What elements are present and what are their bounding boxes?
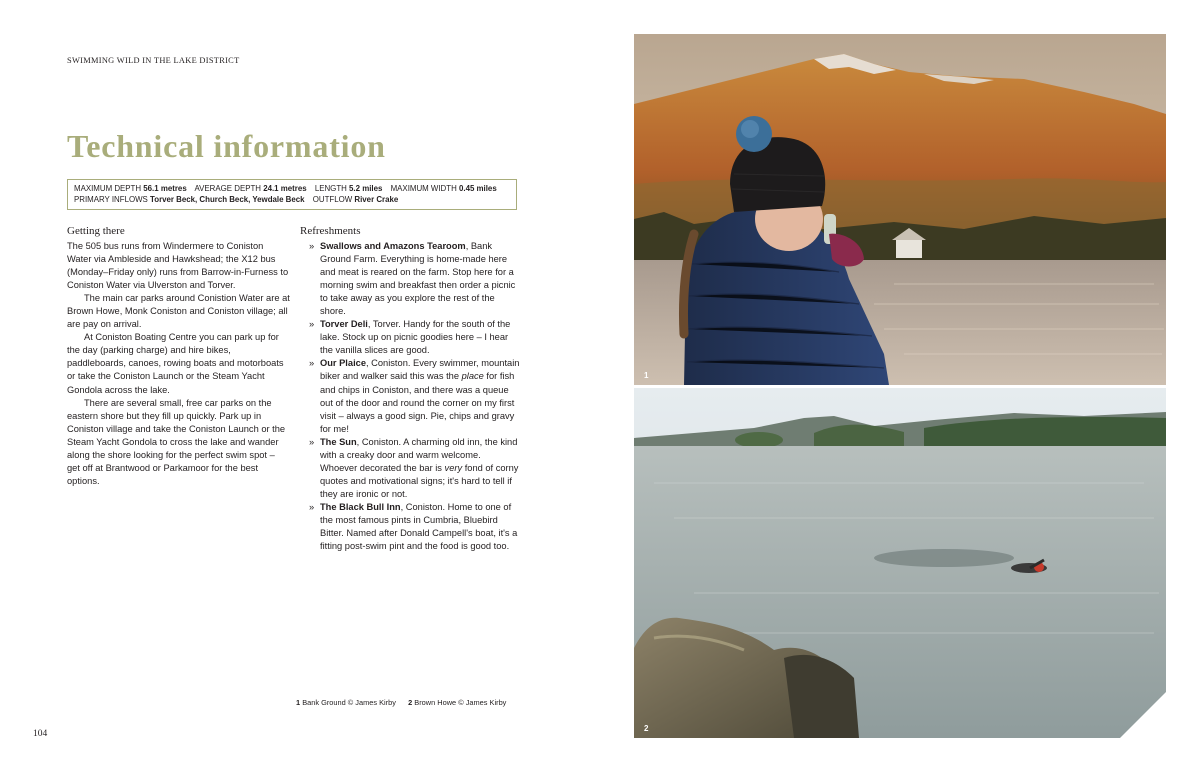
page-title: Technical information <box>67 128 386 164</box>
venue-name: The Black Bull Inn <box>320 501 401 512</box>
stat-value: 5.2 miles <box>349 184 383 193</box>
refreshments-column <box>309 240 520 553</box>
photo-credits <box>296 698 506 707</box>
photo-woman-lakeside-icon <box>634 34 1166 385</box>
stat-value: River Crake <box>354 194 399 204</box>
bullet-icon: » <box>309 241 315 251</box>
bullet-icon: » <box>309 501 315 512</box>
venue-description: , Coniston. Every swimmer, mountain biker and walker said this was the <box>320 358 520 382</box>
stats-row-2 <box>74 195 511 206</box>
venue-description: , Coniston. A charming old inn, the kind with a creaky door and warm welcome. Whoever decorated the bar is <box>320 436 518 473</box>
stat-label: MAXIMUM DEPTH <box>74 184 142 193</box>
credit-text: Bank Ground © James Kirby <box>302 698 396 707</box>
bullet-icon: » <box>309 358 315 369</box>
refreshment-item <box>309 240 520 318</box>
credit-text: Brown Howe © James Kirby <box>414 698 507 707</box>
refreshment-item <box>309 357 520 435</box>
photo-number: 1 <box>644 371 649 380</box>
venue-name: The Sun <box>320 436 357 447</box>
emphasis-text: very <box>444 462 463 473</box>
getting-there-heading: Getting there <box>67 225 125 237</box>
getting-there-column <box>67 240 290 488</box>
stat-value: 0.45 miles <box>458 184 497 193</box>
stat-label: OUTFLOW <box>312 194 353 204</box>
refreshment-item <box>309 501 520 553</box>
venue-description: for fish and chips in Coniston, and there was a queue out of the door and round the corner on my first visit – always a good sign. Pie, chips and gravy for me! <box>320 371 515 434</box>
venue-name: Swallows and Amazons Tearoom <box>320 241 466 251</box>
credit-number: 1 <box>296 698 301 707</box>
venue-description: , Coniston. Home to one of the most famous pints in Cumbria, Bluebird Bitter. Named after Donald Campell's boat, it's a fitting post-swim pint and the food is good too. <box>320 501 518 552</box>
stats-row-1 <box>74 184 511 195</box>
getting-there-paragraph: At Coniston Boating Centre you can park up for the day (parking charge) and hire bikes, paddleboards, canoes, rowing boats and motorboats or take the Coniston Launch or the Steam Yacht Gondola across the lake. <box>67 332 284 395</box>
venue-name: Torver Deli <box>320 319 368 330</box>
stat-label: MAXIMUM WIDTH <box>390 184 457 193</box>
venue-description: fond of corny quotes and motivational signs; it's hard to tell if they are ironic or not. <box>320 462 519 499</box>
stat-label: LENGTH <box>314 184 347 193</box>
photo-swimmer-lake-icon <box>634 388 1166 738</box>
page-number-left: 104 <box>33 729 48 739</box>
venue-description: , Torver. Handy for the south of the lake. Stock up on picnic goodies here – I hear the vanilla slices are good. <box>320 319 511 356</box>
bullet-icon: » <box>309 436 315 447</box>
venue-description: , Bank Ground Farm. Everything is home-made here and meat is reared on the farm. Stop here for a morning swim and breakfast then order a picnic to take away as you explore the rest of the shore. <box>320 241 516 317</box>
stat-label: AVERAGE DEPTH <box>194 184 261 193</box>
stat-value: 56.1 metres <box>143 184 187 193</box>
venue-name: Our Plaice <box>320 358 366 369</box>
getting-there-paragraph: There are several small, free car parks on the eastern shore but they fill up quickly. Park up in Coniston village and take the Coniston Launch or the Steam Yacht Gondola to cross the lake and wander along the shore looking for the perfect swim spot – get off at Brantwood or Parkamoor for the best options. <box>67 397 286 486</box>
refreshments-heading: Refreshments <box>300 225 361 237</box>
stat-value: Torver Beck, Church Beck, Yewdale Beck <box>150 194 305 204</box>
refreshment-item <box>309 318 520 357</box>
photo-number: 2 <box>644 724 649 733</box>
refreshment-item <box>309 436 520 501</box>
getting-there-paragraph: The main car parks around Conistion Water are at Brown Howe, Monk Coniston and Coniston village; all are pay on arrival. <box>67 293 290 330</box>
stat-label: PRIMARY INFLOWS <box>74 194 148 204</box>
credit-number: 2 <box>408 698 413 707</box>
stat-value: 24.1 metres <box>263 184 307 193</box>
running-head: SWIMMING WILD IN THE LAKE DISTRICT <box>67 56 240 65</box>
emphasis-text: place <box>461 371 484 382</box>
bullet-icon: » <box>309 319 315 330</box>
getting-there-paragraph: The 505 bus runs from Windermere to Coniston Water via Ambleside and Hawkshead; the X12 bus (Monday–Friday only) runs from Barrow-in-Furness to Coniston Water via Ulverston and Torver. <box>67 241 289 291</box>
stats-box <box>67 179 517 210</box>
